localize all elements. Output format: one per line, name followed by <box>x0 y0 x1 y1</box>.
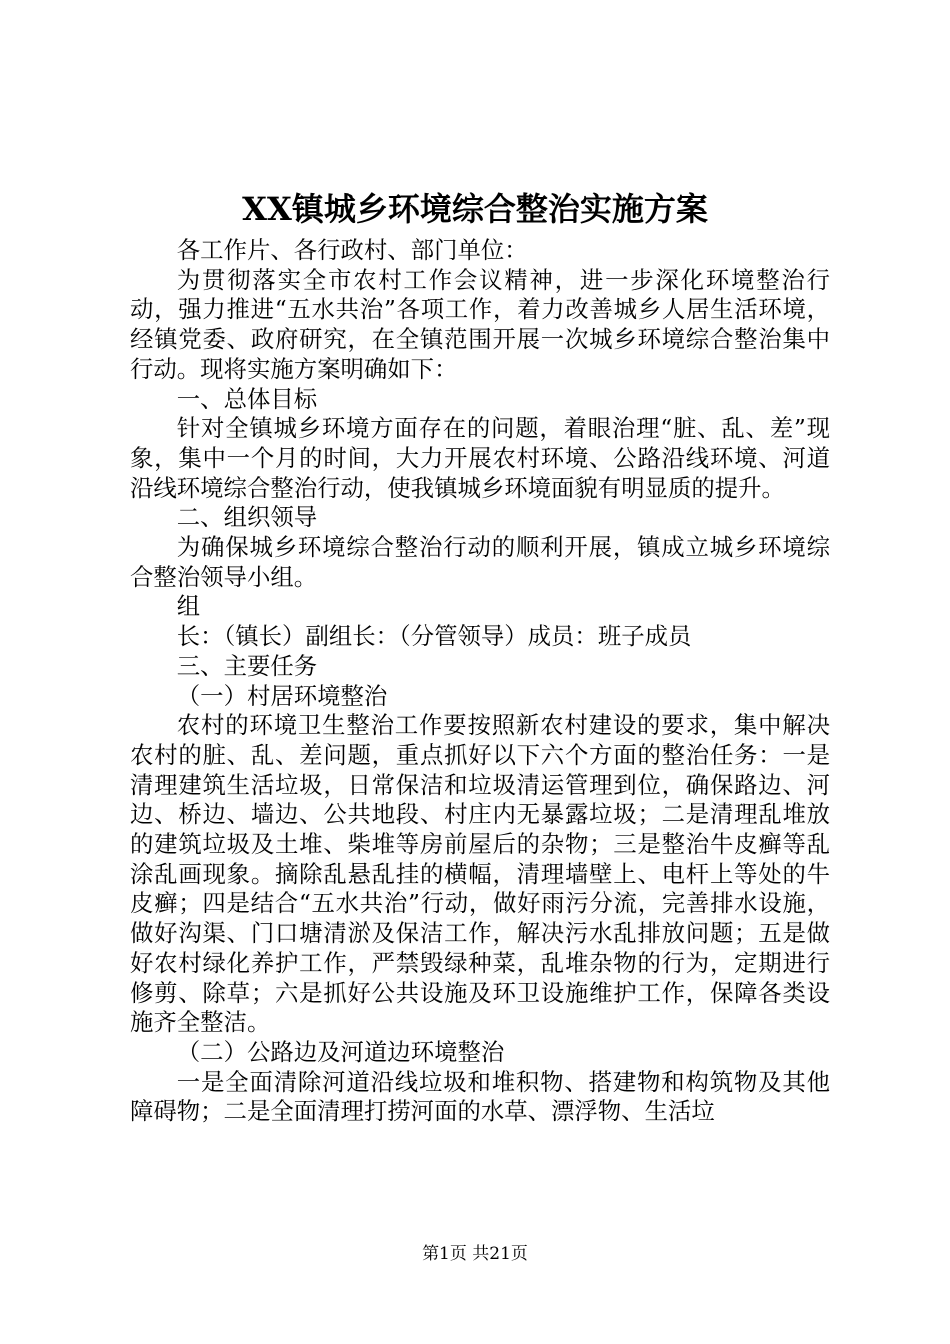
body-paragraph: 长：（镇长）副组长：（分管领导）成员：班子成员 <box>176 622 692 651</box>
body-paragraph: 一是全面清除河道沿线垃圾和堆积物、搭建物和构筑物及其他障碍物；二是全面清理打捞河面的水草、漂浮物、生活垃 <box>130 1067 830 1126</box>
body-paragraph: 为确保城乡环境综合整治行动的顺利开展，镇成立城乡环境综合整治领导小组。 <box>130 533 830 591</box>
subsection-heading: （一）村居环境整治 <box>176 681 388 710</box>
intro-paragraph: 为贯彻落实全市农村工作会议精神，进一步深化环境整治行动，强力推进“五水共治”各项工作，着力改善城乡人居生活环境，经镇党委、政府研究，在全镇范围开展一次城乡环境综合整治集中行动。现将实施方案明确如下： <box>130 265 830 383</box>
section-heading: 三、主要任务 <box>176 651 318 680</box>
subsection-heading: （二）公路边及河道边环境整治 <box>176 1037 505 1066</box>
body-paragraph: 针对全镇城乡环境方面存在的问题，着眼治理“脏、乱、差”现象，集中一个月的时间，大力开展农村环境、公路沿线环境、河道沿线环境综合整治行动，使我镇城乡环境面貌有明显质的提升。 <box>130 414 830 502</box>
page-number: 第1页 共21页 <box>422 1244 528 1264</box>
salutation: 各工作片、各行政村、部门单位： <box>176 236 528 264</box>
body-paragraph: 组 <box>176 592 201 621</box>
document-body <box>130 236 830 1127</box>
body-paragraph: 农村的环境卫生整治工作要按照新农村建设的要求，集中解决农村的脏、乱、差问题，重点抓好以下六个方面的整治任务：一是清理建筑生活垃圾，日常保洁和垃圾清运管理到位，确保路边、河边、桥边、墙边、公共地段、村庄内无暴露垃圾；二是清理乱堆放的建筑垃圾及土堆、柴堆等房前屋后的杂物；三是整治牛皮癣等乱涂乱画现象。摘除乱悬乱挂的横幅，清理墙壁上、电杆上等处的牛皮癣；四是结合“五水共治”行动，做好雨污分流，完善排水设施，做好沟渠、门口塘清淤及保洁工作，解决污水乱排放问题；五是做好农村绿化养护工作，严禁毁绿种菜，乱堆杂物的行为，定期进行修剪、除草；六是抓好公共设施及环卫设施维护工作，保障各类设施齐全整洁。 <box>130 711 830 1037</box>
document-title: XX镇城乡环境综合整治实施方案 <box>242 190 708 228</box>
section-heading: 二、组织领导 <box>176 503 318 532</box>
section-heading: 一、总体目标 <box>176 384 318 413</box>
